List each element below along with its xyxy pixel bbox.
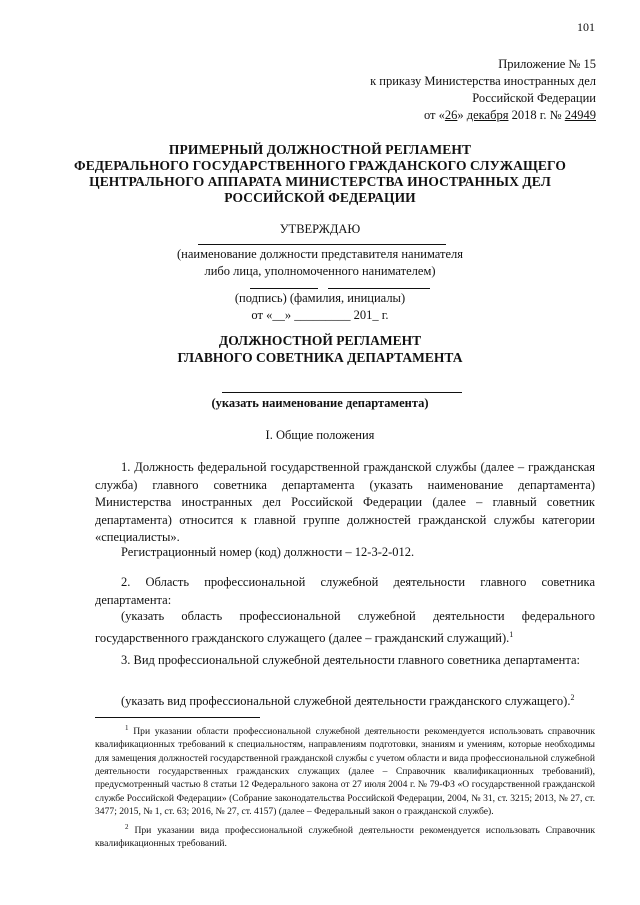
registration-number: Регистрационный номер (код) должности – 12-3-2-012. (121, 545, 415, 559)
area-text: (указать область профессиональной служебной деятельности федерального государственного гражданского служащего (далее – гражданский служащий). (95, 609, 595, 645)
date-mid: » (457, 108, 467, 122)
appendix-block (276, 56, 596, 124)
footnote-2-mark: 2 (125, 823, 129, 831)
appendix-order-ref: к приказу Министерства иностранных дел (370, 74, 596, 88)
approve-label: УТВЕРЖДАЮ (279, 222, 361, 236)
footnote-2-text: При указании вида профессиональной служебной деятельности рекомендуется использовать Справочник квалификационных требований. (95, 825, 595, 850)
signature-note: (подпись) (фамилия, инициалы) (234, 291, 406, 305)
footnote-ref-2: 2 (570, 693, 575, 702)
document-title (0, 142, 640, 206)
kind-text: (указать вид профессиональной служебной деятельности гражданского служащего). (121, 694, 571, 709)
regulation-line-2: ГЛАВНОГО СОВЕТНИКА ДЕПАРТАМЕНТА (177, 349, 463, 365)
section-heading: I. Общие положения (265, 428, 375, 442)
date-year: 2018 г. № (508, 108, 565, 122)
footnote-2 (95, 821, 595, 851)
regulation-line-1: ДОЛЖНОСТНОЙ РЕГЛАМЕНТ (218, 333, 422, 348)
footnote-separator (95, 717, 260, 718)
paragraph-3-detail (95, 689, 595, 711)
paragraph-1: 1. Должность федеральной государственной гражданской службы (далее – гражданская служба) главного советника департамента (указать наименование департамента) Министерства иностранных дел Российской Федерации (далее – главный советник департамента) относится к главной группе должностей гражданской службы категории «специалисты». (95, 460, 595, 544)
paragraph-3: 3. Вид профессиональной служебной деятельности главного советника департамента: (121, 653, 580, 667)
title-line-2: ФЕДЕРАЛЬНОГО ГОСУДАРСТВЕННОГО ГРАЖДАНСКОГО СЛУЖАЩЕГО (74, 158, 566, 173)
footnote-ref-1: 1 (509, 629, 514, 639)
signature-blank-line (250, 288, 318, 289)
date-prefix: от « (423, 108, 445, 122)
date-day: 26 (444, 108, 458, 122)
approver-position-note (0, 246, 640, 280)
appendix-country: Российской Федерации (472, 91, 596, 105)
title-line-4: РОССИЙСКОЙ ФЕДЕРАЦИИ (224, 190, 416, 205)
footnote-1-mark: 1 (125, 724, 129, 732)
footnote-1 (95, 722, 595, 818)
date-month: декабря (466, 108, 509, 122)
department-blank-line (222, 392, 462, 393)
appendix-date (276, 107, 596, 124)
paragraph-2-detail (95, 608, 595, 647)
position-note-line-1: (наименование должности представителя нанимателя (177, 247, 463, 261)
title-line-1: ПРИМЕРНЫЙ ДОЛЖНОСТНОЙ РЕГЛАМЕНТ (168, 142, 472, 157)
regulation-title (0, 333, 640, 366)
footnote-1-text: При указании области профессиональной служебной деятельности рекомендуется использовать справочник квалификационных требований к специальностям, направлениям подготовки, знаниям и умениям, которые необходимы для замещения должностей государственной гражданской службы с учетом области и вида профессиональной служебной деятельности государственных гражданских служащих (далее – Справочник квалификационных требований), предусмотренный частью 8 статьи 12 Федерального закона от 27 июля 2004 г. № 79-ФЗ «О государственной гражданской службе Российской Федерации» (Собрание законодательства Российской Федерации, 2004, № 31, ст. 3215; 2013, № 27, ст. 3477; 2015, № 1, ст. 63; 2016, № 27, ст. 4157) (далее – Федеральный закон о гражданской службе). (95, 726, 595, 817)
appendix-title: Приложение № 15 (498, 57, 596, 71)
paragraph-2: 2. Область профессиональной служебной деятельности главного советника департамента: (95, 575, 595, 607)
position-blank-line (198, 244, 446, 245)
approval-date: от «__» _________ 201_ г. (251, 308, 389, 322)
name-blank-line (328, 288, 430, 289)
department-hint: (указать наименование департамента) (211, 396, 429, 410)
title-line-3: ЦЕНТРАЛЬНОГО АППАРАТА МИНИСТЕРСТВА ИНОСТРАННЫХ ДЕЛ (89, 174, 551, 189)
position-note-line-2: либо лица, уполномоченного нанимателем) (204, 264, 436, 278)
page-number: 101 (577, 20, 595, 34)
order-number: 24949 (564, 108, 596, 122)
